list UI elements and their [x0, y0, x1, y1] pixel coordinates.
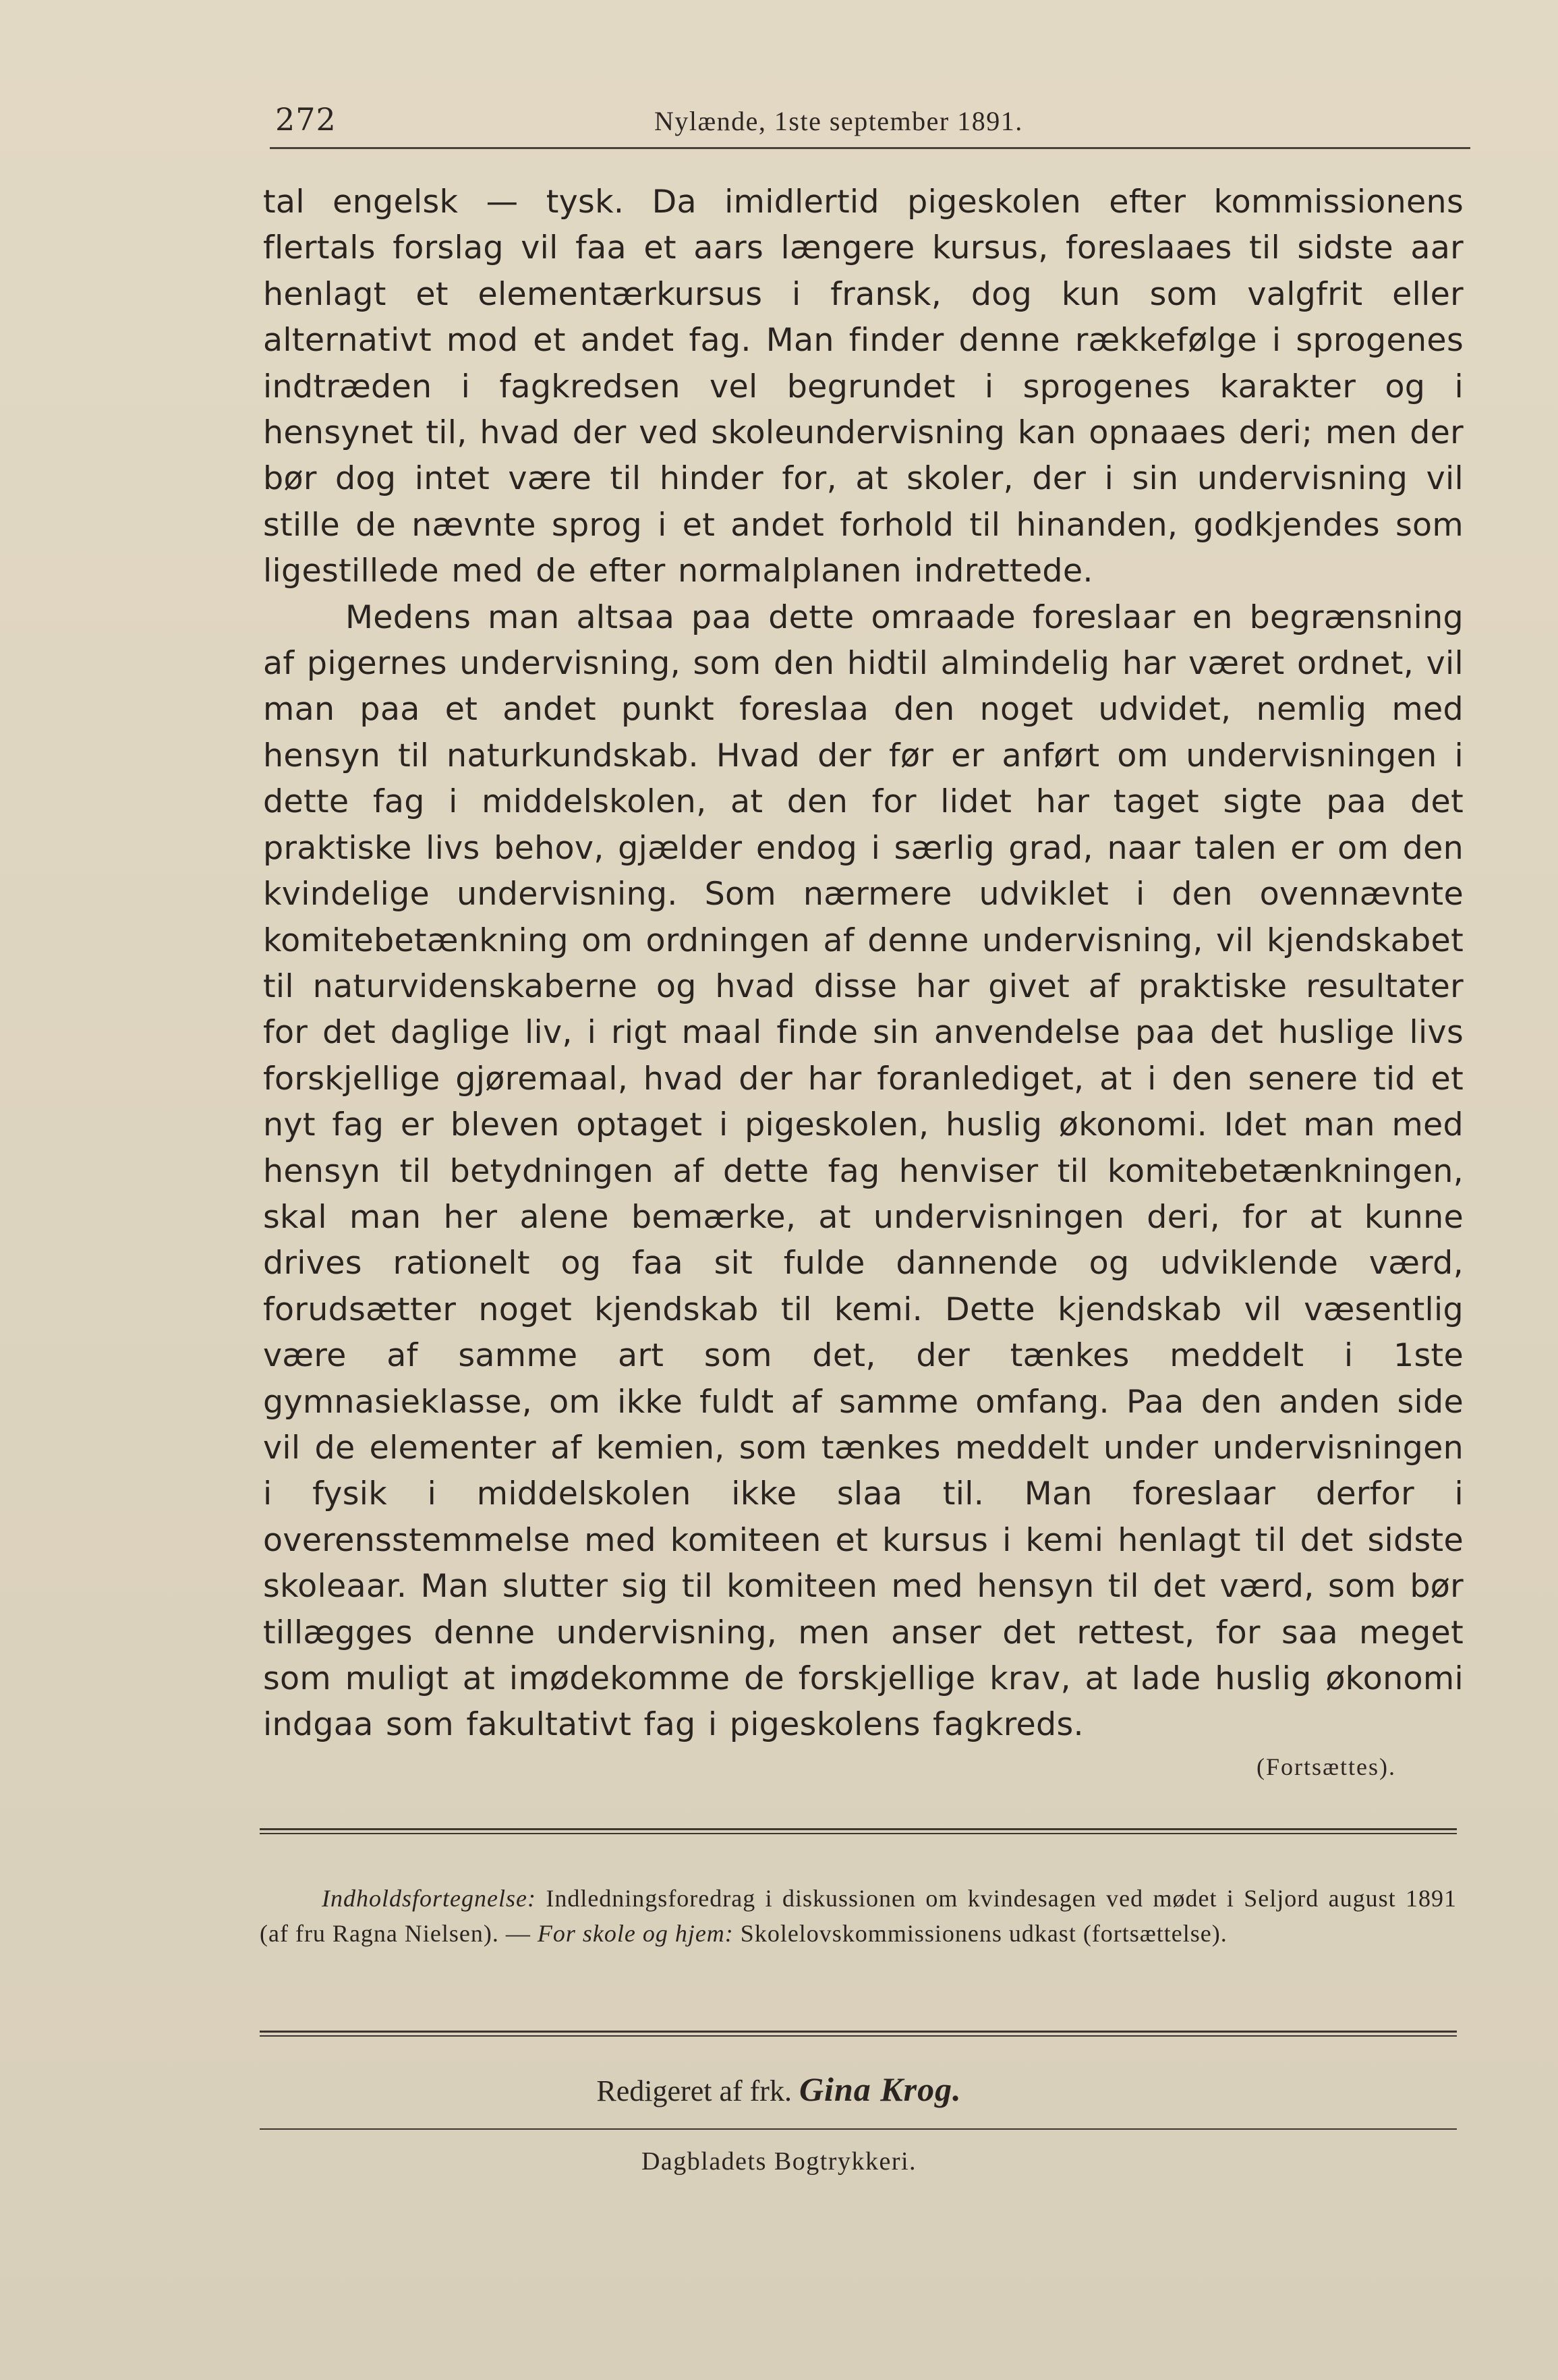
toc-entry-1: Indledningsforedrag i diskussionen om kvindesagen ved mødet i Seljord august 1891 (af fru Ragna Nielsen). —: [260, 1885, 1457, 1947]
running-head: Nylænde, 1ste september 1891.: [654, 106, 1023, 136]
continued-note: (Fortsættes).: [1256, 1753, 1396, 1780]
divider-rule: [260, 2031, 1457, 2037]
paragraph-1: tal engelsk — tysk. Da imidlertid pigeskolen efter kommissionens flertals forslag vil faa et aars længere kursus, foreslaaes til sidste aar henlagt et elementærkursus i fransk, dog kun som valgfrit eller alternativt mod et andet fag. Man finder denne rækkefølge i sprogenes indtræden i fagkredsen vel begrundet i sprogenes karakter og i hensynet til, hvad der ved skoleundervisning kan opnaaes deri; men der bør dog intet være til hinder for, at skoler, der i sin undervisning vil stille de nævnte sprog i et andet forhold til hinanden, godkjendes som ligestillede med de efter normalplanen indrettede.: [263, 183, 1464, 590]
editor-credit: [0, 2070, 1558, 2109]
paragraph-2: Medens man altsaa paa dette omraade foreslaar en begrænsning af pigernes undervisning, som den hidtil almindelig har været ordnet, vil man paa et andet punkt foreslaa den noget udvidet, nemlig med hensyn til naturkundskab. Hvad der før er anført om undervisningen i dette fag i middelskolen, at den for lidet har taget sigte paa det praktiske livs behov, gjælder endog i særlig grad, naar talen er om den kvindelige undervisning. Som nærmere udviklet i den ovennævnte komitebetænkning om ordningen af denne undervisning, vil kjendskabet til naturvidenskaberne og hvad disse har givet af praktiske resultater for det daglige liv, i rigt maal finde sin anvendelse paa det huslige livs forskjellige gjøremaal, hvad der har foranlediget, at i den senere tid et nyt fag er bleven optaget i pigeskolen, huslig økonomi. Idet man med hensyn til betydningen af dette fag henviser til komitebetænkningen, skal man her alene bemærke, at undervisningen deri, for at kunne drives rationelt og faa sit fulde dannende og udviklende værd, forudsætter noget kjendskab til kemi. Dette kjendskab vil væsentlig være af samme art som det, der tænkes meddelt i 1ste gymnasieklasse, om ikke fuldt af samme omfang. Paa den anden side vil de elementer af kemien, som tænkes meddelt under undervisningen i fysik i middelskolen ikke slaa til. Man foreslaar derfor i overensstemmelse med komiteen et kursus i kemi henlagt til det sidste skoleaar. Man slutter sig til komiteen med hensyn til det værd, som bør tillægges denne undervisning, men anser det rettest, for saa meget som muligt at imødekomme de forskjellige krav, at lade huslig økonomi indgaa som fakultativt fag i pigeskolens fagkreds.: [263, 598, 1464, 1744]
footer-rule: [260, 2128, 1457, 2130]
divider-rule: [260, 1828, 1457, 1834]
header-rule: [270, 147, 1470, 149]
toc-section-label: For skole og hjem:: [537, 1920, 734, 1947]
editor-prefix: Redigeret af frk.: [596, 2074, 799, 2107]
toc-entry-2: Skolelovskommissionens udkast (fortsættelse).: [733, 1920, 1228, 1947]
printer-credit: Dagbladets Bogtrykkeri.: [641, 2147, 917, 2176]
page-header: [270, 101, 1470, 148]
page-number: 272: [275, 101, 337, 138]
article-body: [263, 179, 1464, 1749]
editor-name: Gina Krog.: [799, 2070, 962, 2108]
toc-label: Indholdsfortegnelse:: [322, 1885, 536, 1912]
table-of-contents: [260, 1881, 1457, 1951]
